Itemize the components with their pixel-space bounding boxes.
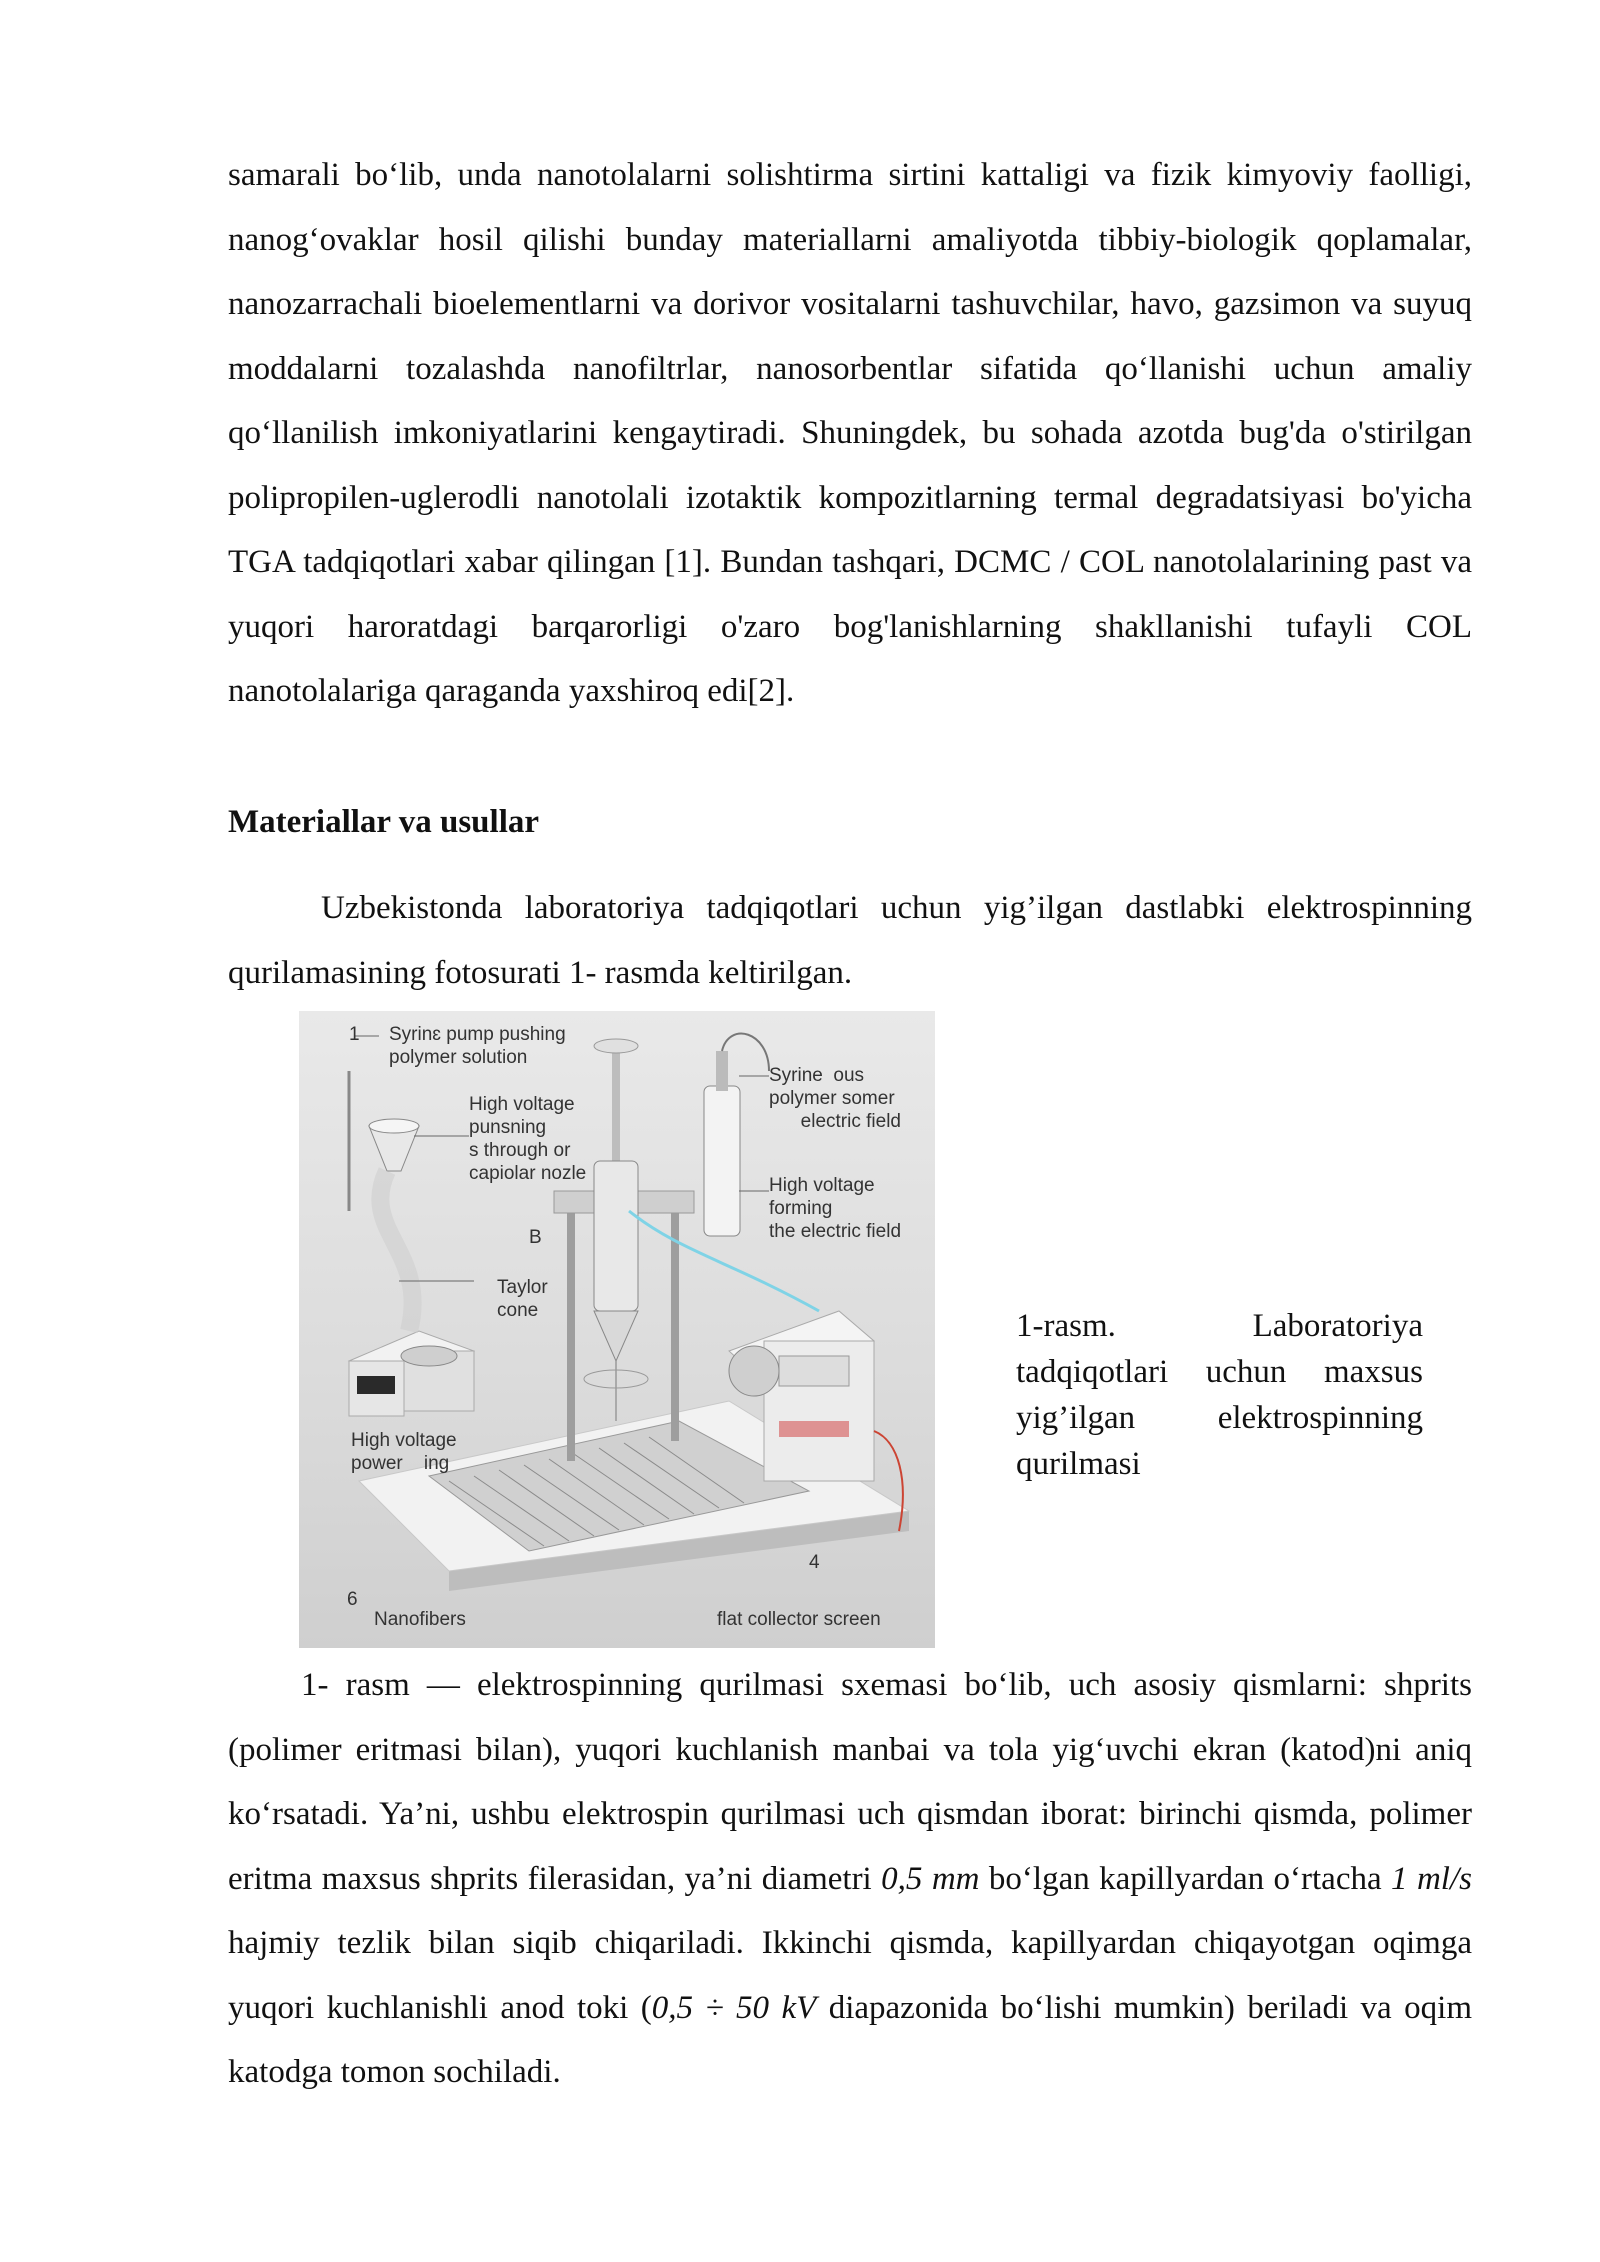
figure-label-1: 1 xyxy=(349,1024,360,1045)
electrospinning-figure xyxy=(299,1011,935,1648)
body-paragraph-3 xyxy=(228,1653,1472,2105)
p3-text-4: diapazonida boʻlishi mumkin) beriladi va oqim katodga tomon sochiladi. xyxy=(228,1989,1472,2090)
p3-text-2: boʻlgan kapillyardan oʻrtacha xyxy=(979,1860,1392,1897)
body-paragraph-1: samarali boʻlib, unda nanotolalarni solishtirma sirtini kattaligi va fizik kimyoviy faolligi, nanogʻovaklar hosil qilishi bunday materiallarni amaliyotda tibbiy-biologik qoplamalar, nanozarrachali bioelementlarni va dorivor vositalarni tashuvchilar, havo, gazsimon va suyuq moddalarni tozalashda nanofiltrlar, nanosorbentlar sifatida qoʻllanishi uchun amaliy qoʻllanilish imkoniyatlarini kengaytiradi. Shuningdek, bu sohada azotda bug'da o'stirilgan polipropilen-uglerodli nanotolali izotaktik kompozitlarning termal degradatsiyasi bo'yicha TGA tadqiqotlari xabar qilingan [1]. Bundan tashqari, DCMC / COL nanotolalarining past va yuqori haroratdagi barqarorligi o'zaro bog'lanishlarning shakllanishi tufayli COL nanotolalariga qaraganda yaxshiroq edi[2]. xyxy=(228,157,1472,709)
p3-italic-voltage: 0,5 ÷ 50 kV xyxy=(651,1989,817,2026)
figure-label-taylor-cone: Taylor cone xyxy=(497,1277,548,1321)
figure-label-4: 4 xyxy=(809,1552,820,1573)
section-heading: Materiallar va usullar xyxy=(228,804,540,840)
figure-label-high-voltage-power: High voltage power ing xyxy=(351,1430,457,1474)
figure-label-high-voltage-forming: High voltage forming the electric field xyxy=(769,1175,902,1242)
p3-text-3: hajmiy tezlik bilan siqib chiqariladi. Ikkinchi qismda, kapillyardan chiqayotgan oqimga yuqori kuchlanishli anod toki ( xyxy=(228,1925,1472,2026)
body-paragraph-2: Uzbekistonda laboratoriya tadqiqotlari uchun yig’ilgan dastlabki elektrospinning qurilamasining fotosurati 1- rasmda keltirilgan. xyxy=(228,890,1472,991)
figure-label-nanofibers: Nanofibers xyxy=(374,1609,466,1630)
figure-label-syringe-right: Syrine ous polymer somer electric field xyxy=(769,1065,901,1132)
p3-italic-rate: 1 ml/s xyxy=(1391,1860,1472,1897)
figure-caption: 1-rasm. Laboratoriya tadqiqotlari uchun maxsus yig’ilgan elektrospinning qurilmasi xyxy=(1016,1308,1423,1482)
figure-label-6: 6 xyxy=(347,1589,358,1610)
p3-text-1: 1- rasm — elektrospinning qurilmasi sxemasi boʻlib, uch asosiy qismlarni: shprits (polimer eritmasi bilan), yuqori kuchlanish manbai va tola yigʻuvchi ekran (katod)ni aniq koʻrsatadi. Ya’ni, ushbu elektrospin qurilmasi uch qismdan iborat: birinchi qismda, polimer eritma maxsus shprits filerasidan, ya’ni diametri xyxy=(228,1667,1472,1897)
p3-italic-diameter: 0,5 mm xyxy=(881,1860,980,1897)
figure-label-high-voltage-pushing: High voltage punsning s through or capiolar nozle xyxy=(469,1094,587,1184)
figure-label-b: B xyxy=(529,1227,542,1248)
figure-label-syringe-pump: Syrinɛ pump pushing polymer solution xyxy=(389,1024,566,1068)
figure-label-flat-collector: flat collector screen xyxy=(717,1609,881,1630)
